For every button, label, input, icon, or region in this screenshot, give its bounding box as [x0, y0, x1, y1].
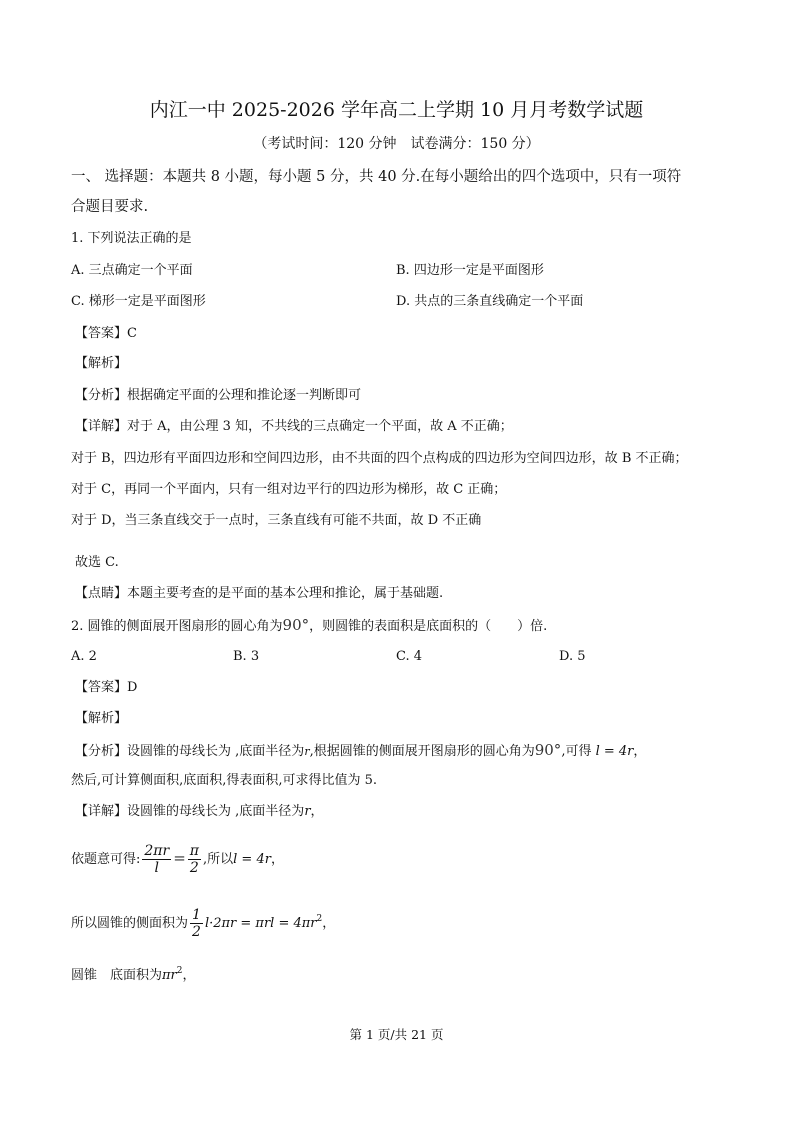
q2-jiexi-tag: 【解析】: [75, 711, 128, 726]
dimian-expr: πr: [162, 968, 177, 983]
dimian-pre: 圆锥 底面积为: [71, 968, 163, 983]
q1-xiangjie-4: 对于 D，当三条直线交于一点时，三条直线有可能不共面，故 D 不正确: [71, 513, 482, 528]
yiti-frac1-num: 2πr: [144, 843, 170, 859]
dianjing-text: 本题主要考查的是平面的基本公理和推论，属于基础题.: [127, 586, 444, 601]
cemian-fraction: [190, 907, 203, 940]
fenxi-text: 根据确定平面的公理和推论逐一判断即可: [127, 388, 362, 403]
section-heading-line1: 一、 选择题：本题共 8 小题，每小题 5 分，共 40 分.在每小题给出的四个选项中，只有一项符: [71, 169, 682, 185]
fenxi-tag: 【分析】: [75, 388, 128, 403]
q2-option-a: A. 2: [71, 649, 97, 664]
q2-stem: [71, 616, 547, 636]
q2-option-c: C. 4: [396, 649, 423, 664]
answer-value: C: [127, 326, 137, 341]
q1-conclusion: 故选 C.: [75, 555, 119, 570]
exam-info: （考试时间：120 分钟 试卷满分：150 分）: [253, 136, 540, 152]
q2-fenxi: [75, 741, 646, 761]
q1-option-a: A. 三点确定一个平面: [71, 263, 193, 278]
q1-xiangjie-1: [75, 418, 513, 436]
fenxi-r: r: [304, 745, 310, 758]
q1-fenxi: [75, 387, 361, 405]
fenxi-text-3: ,根据圆锥的侧面展开图扇形的圆心角为: [309, 744, 535, 759]
fenxi-tag: 【分析】: [75, 744, 128, 759]
q2-stem-pre: 2. 圆锥的侧面展开图扇形的圆心角为: [71, 619, 283, 634]
yiti-eq: =: [173, 849, 186, 867]
yiti-frac2-num: π: [189, 843, 199, 859]
q1-dianjing: [75, 585, 443, 603]
xiangjie-r: r: [304, 804, 311, 819]
q2-option-b: B. 3: [233, 649, 260, 664]
q1-stem: 1. 下列说法正确的是: [71, 231, 192, 246]
cemian-pre: 所以圆锥的侧面积为: [71, 916, 189, 931]
yiti-mid: ,所以: [202, 852, 234, 867]
q2-yiti: [71, 841, 284, 877]
fenxi-text-1: 设圆锥的母线长为: [127, 744, 232, 759]
yiti-fraction-1: [142, 843, 171, 876]
cemian-sup: 2: [316, 914, 323, 924]
answer-value: D: [127, 680, 138, 695]
q1-option-c: C. 梯形一定是平面图形: [71, 294, 206, 309]
fenxi-text-4: ,可得: [561, 744, 592, 759]
q1-jiexi-tag: 【解析】: [75, 356, 128, 371]
q2-stem-post: ，则圆锥的表面积是底面积的（ ）倍.: [309, 619, 548, 634]
page-title: 内江一中 2025-2026 学年高二上学期 10 月月考数学试题: [149, 99, 644, 121]
q2-cemian: [71, 902, 335, 938]
section-heading-line2: 合题目要求.: [71, 199, 149, 215]
xiangjie-text-1: 设圆锥的母线长为: [127, 804, 232, 819]
xiangjie-tag: 【详解】: [75, 419, 128, 434]
q2-xiangjie: [75, 803, 324, 821]
q1-answer: [75, 325, 137, 343]
q2-answer: [75, 679, 137, 697]
dimian-sup: 2: [176, 966, 183, 976]
fenxi-text-2: ,底面半径为: [235, 744, 305, 759]
yiti-frac1-den: l: [154, 860, 160, 876]
yiti-pre: 依题意可得:: [71, 852, 141, 867]
dianjing-tag: 【点睛】: [75, 586, 128, 601]
q1-xiangjie-2: 对于 B，四边形有平面四边形和空间四边形，由不共面的四个点构成的四边形为空间四边形，故 B 不正确；: [71, 451, 688, 466]
yiti-fraction-2: [188, 843, 201, 876]
xiangjie-tag: 【详解】: [75, 804, 128, 819]
q2-fenxi-line2: 然后,可计算侧面积,底面积,得表面积,可求得比值为 5.: [71, 773, 378, 788]
xiangjie-text: 对于 A，由公理 3 知，不共线的三点确定一个平面，故 A 不正确；: [127, 419, 513, 434]
xiangjie-text-2: ,底面半径为: [235, 804, 305, 819]
cemian-post: ，: [322, 916, 336, 931]
q1-option-d: D. 共点的三条直线确定一个平面: [396, 294, 584, 309]
page-footer: 第 1 页/共 21 页: [349, 1027, 444, 1042]
q2-option-d: D. 5: [559, 649, 586, 664]
cemian-frac-num: 1: [192, 907, 201, 923]
cemian-frac-den: 2: [192, 924, 201, 940]
q1-option-b: B. 四边形一定是平面图形: [396, 263, 544, 278]
cemian-expr: l·2πr = πrl = 4πr: [204, 916, 317, 931]
yiti-post: ，: [270, 852, 284, 867]
xiangjie-text-3: ，: [310, 804, 324, 819]
answer-tag: 【答案】: [75, 326, 128, 341]
yiti-res: l = 4r: [233, 852, 271, 867]
fenxi-text-5: ，: [633, 744, 647, 759]
q1-xiangjie-3: 对于 C，再同一个平面内，只有一组对边平行的四边形为梯形，故 C 正确；: [71, 482, 507, 497]
fenxi-angle: 90°: [534, 741, 562, 759]
q2-stem-angle: 90°: [282, 616, 310, 634]
answer-tag: 【答案】: [75, 680, 128, 695]
dimian-post: ，: [182, 968, 196, 983]
q2-dimian: [71, 962, 196, 985]
yiti-frac2-den: 2: [189, 860, 199, 876]
fenxi-eq: l = 4r: [595, 744, 634, 759]
